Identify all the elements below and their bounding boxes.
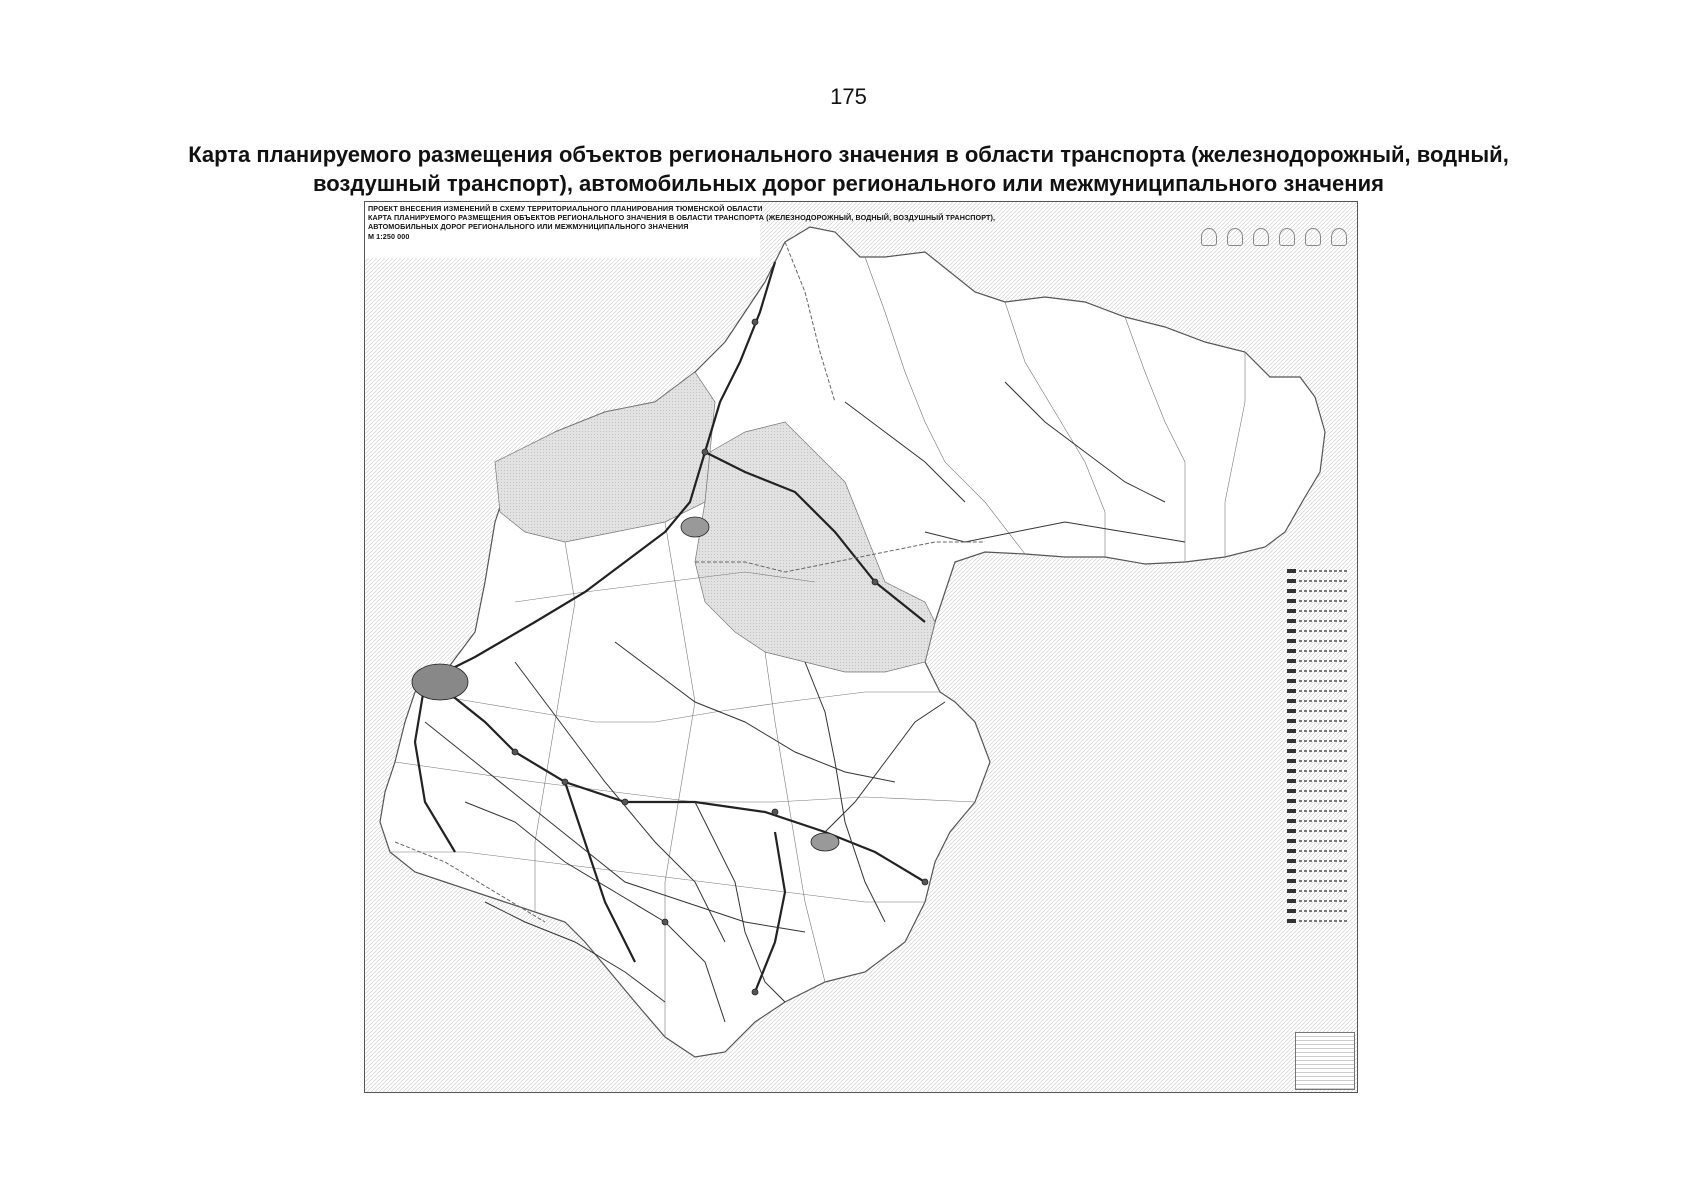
title-block-stamp	[1295, 1032, 1355, 1090]
settlement	[702, 449, 708, 455]
legend-row	[1287, 757, 1349, 764]
legend-row	[1287, 837, 1349, 844]
city-cluster	[811, 833, 839, 851]
legend-row	[1287, 817, 1349, 824]
settlement	[562, 779, 568, 785]
legend-row	[1287, 737, 1349, 744]
legend-row	[1287, 747, 1349, 754]
legend-row	[1287, 627, 1349, 634]
legend-row	[1287, 827, 1349, 834]
legend-row	[1287, 867, 1349, 874]
legend-row	[1287, 587, 1349, 594]
legend-row	[1287, 647, 1349, 654]
settlement	[752, 319, 758, 325]
map-symbol-icon	[1227, 228, 1243, 246]
map-header-line-2: КАРТА ПЛАНИРУЕМОГО РАЗМЕЩЕНИЯ ОБЪЕКТОВ РЕГИОНАЛЬНОГО ЗНАЧЕНИЯ В ОБЛАСТИ ТРАНСПОРТА (ЖЕЛЕЗНОДОРОЖНЫЙ, ВОДНЫЙ, ВОЗДУШНЫЙ ТРАНСПОРТ),	[368, 213, 996, 222]
legend-row	[1287, 787, 1349, 794]
legend-row	[1287, 857, 1349, 864]
legend-row	[1287, 777, 1349, 784]
document-title	[100, 140, 1597, 198]
legend-row	[1287, 727, 1349, 734]
map-header-line-1: ПРОЕКТ ВНЕСЕНИЯ ИЗМЕНЕНИЙ В СХЕМУ ТЕРРИТОРИАЛЬНОГО ПЛАНИРОВАНИЯ ТЮМЕНСКОЙ ОБЛАСТИ	[368, 204, 763, 213]
map-symbol-icon	[1201, 228, 1217, 246]
legend-row	[1287, 897, 1349, 904]
legend-row	[1287, 637, 1349, 644]
map-symbols-row	[1201, 228, 1347, 246]
legend-row	[1287, 607, 1349, 614]
settlement	[662, 919, 668, 925]
legend-row	[1287, 807, 1349, 814]
settlement	[872, 579, 878, 585]
legend-row	[1287, 917, 1349, 924]
title-line-1: Карта планируемого размещения объектов регионального значения в области транспорта (железнодорожный, водный,	[188, 142, 1509, 167]
map-scale: М 1:250 000	[368, 232, 410, 241]
settlement	[512, 749, 518, 755]
map-symbol-icon	[1279, 228, 1295, 246]
page-number: 175	[830, 84, 867, 109]
legend-row	[1287, 797, 1349, 804]
city-cluster	[681, 517, 709, 537]
legend-row	[1287, 697, 1349, 704]
legend-row	[1287, 577, 1349, 584]
legend-row	[1287, 597, 1349, 604]
legend-row	[1287, 887, 1349, 894]
map-legend	[1287, 567, 1349, 927]
settlement	[752, 989, 758, 995]
map-header	[365, 202, 996, 258]
legend-row	[1287, 677, 1349, 684]
legend-row	[1287, 907, 1349, 914]
settlement	[772, 809, 778, 815]
settlement	[922, 879, 928, 885]
legend-row	[1287, 567, 1349, 574]
legend-row	[1287, 687, 1349, 694]
region-map	[365, 202, 1357, 1092]
map-figure	[364, 201, 1358, 1093]
city-cluster	[412, 664, 468, 700]
map-symbol-icon	[1331, 228, 1347, 246]
legend-row	[1287, 717, 1349, 724]
legend-row	[1287, 657, 1349, 664]
legend-row	[1287, 767, 1349, 774]
legend-row	[1287, 707, 1349, 714]
legend-row	[1287, 847, 1349, 854]
title-line-2: воздушный транспорт), автомобильных дорог регионального или межмуниципального значения	[313, 171, 1384, 196]
map-header-line-3: АВТОМОБИЛЬНЫХ ДОРОГ РЕГИОНАЛЬНОГО ИЛИ МЕЖМУНИЦИПАЛЬНОГО ЗНАЧЕНИЯ	[368, 222, 689, 231]
legend-row	[1287, 877, 1349, 884]
legend-row	[1287, 617, 1349, 624]
map-symbol-icon	[1305, 228, 1321, 246]
legend-row	[1287, 667, 1349, 674]
settlement	[622, 799, 628, 805]
map-symbol-icon	[1253, 228, 1269, 246]
